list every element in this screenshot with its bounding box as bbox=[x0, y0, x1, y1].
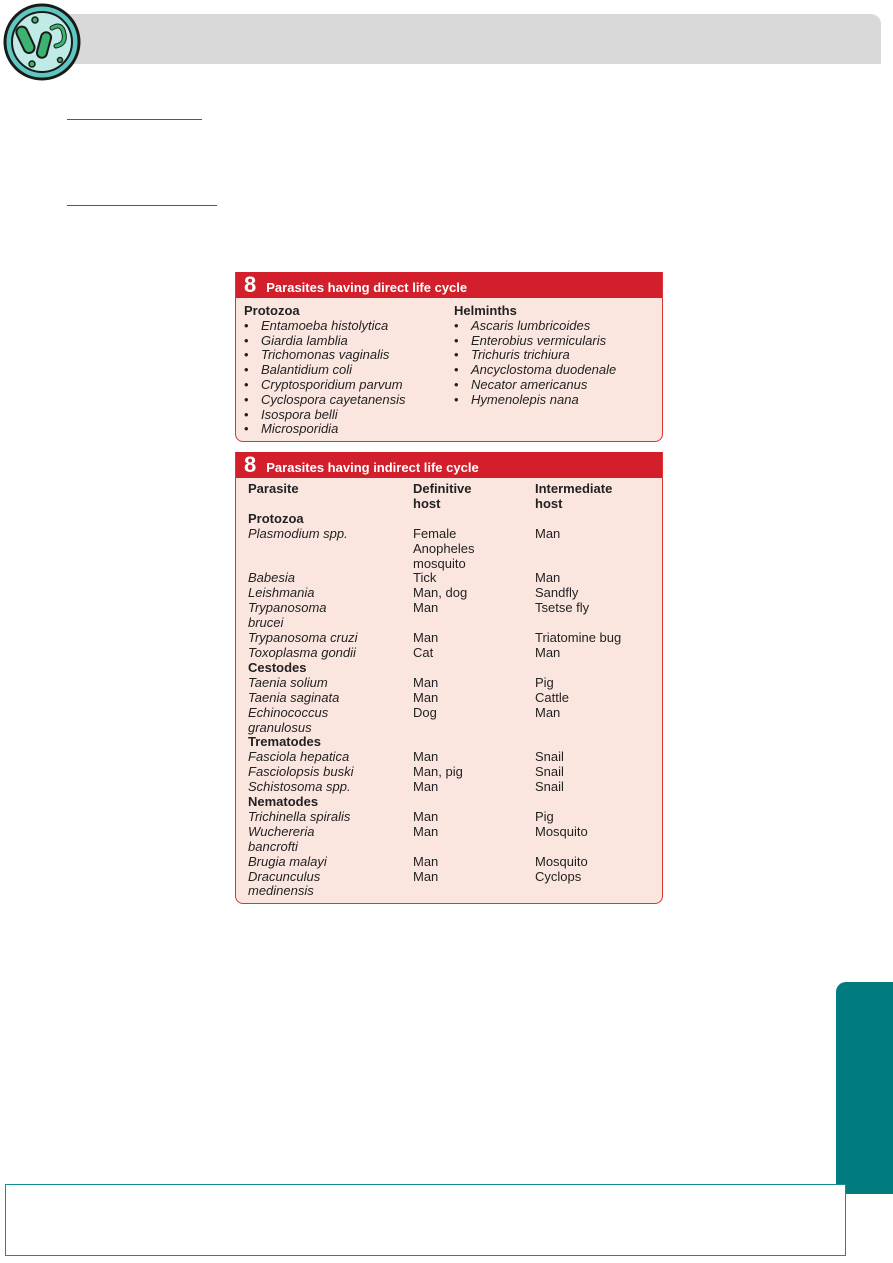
table-row bbox=[248, 825, 660, 855]
underline-link-1[interactable] bbox=[67, 119, 202, 120]
parasite-cell-text: bancrofti bbox=[248, 838, 298, 854]
intermediate-host-cell bbox=[535, 870, 660, 900]
table-group-row bbox=[248, 795, 660, 810]
table-row bbox=[248, 646, 660, 661]
intermediate-host-cell bbox=[535, 691, 660, 706]
intermediate-host-cell-text: Triatomine bug bbox=[535, 630, 622, 646]
header-bar bbox=[55, 14, 881, 64]
table-row bbox=[248, 571, 660, 586]
definitive-host-cell-text: Man, pig bbox=[413, 764, 463, 780]
definitive-host-cell bbox=[413, 586, 535, 601]
list-item: • Necator americanus bbox=[454, 378, 616, 393]
intermediate-host-cell-text: Man bbox=[535, 525, 561, 541]
side-tab bbox=[836, 982, 893, 1194]
list-item: • Cyclospora cayetanensis bbox=[244, 393, 454, 408]
table-header-row bbox=[248, 482, 660, 512]
list-item: • Giardia lamblia bbox=[244, 334, 454, 349]
definitive-host-cell-text: Tick bbox=[413, 570, 437, 586]
parasite-cell bbox=[248, 646, 413, 661]
table-row bbox=[248, 601, 660, 631]
parasite-cell bbox=[248, 855, 413, 870]
direct-life-cycle-box bbox=[235, 272, 663, 442]
table-row bbox=[248, 631, 660, 646]
parasite-cell-text: Taenia solium bbox=[248, 674, 328, 690]
parasite-glyph-icon: 8 bbox=[244, 452, 257, 477]
indirect-life-cycle-box bbox=[235, 452, 663, 904]
list-item: • Entamoeba histolytica bbox=[244, 319, 454, 334]
parasite-cell-text: Plasmodium spp. bbox=[248, 525, 348, 541]
definitive-host-cell-text: Anopheles bbox=[413, 540, 475, 556]
intermediate-host-cell-text: Sandfly bbox=[535, 585, 579, 601]
definitive-host-cell-text: Cat bbox=[413, 644, 434, 660]
parasite-cell-text: Dracunculus bbox=[248, 868, 321, 884]
helminths-list bbox=[454, 319, 616, 408]
definitive-host-cell-text: Man bbox=[413, 779, 439, 795]
definitive-host-cell bbox=[413, 527, 535, 572]
table-row bbox=[248, 870, 660, 900]
helminths-heading: Helminths bbox=[454, 303, 517, 318]
table-row bbox=[248, 750, 660, 765]
group-heading: Trematodes bbox=[248, 734, 321, 750]
parasite-cell-text: Toxoplasma gondii bbox=[248, 644, 356, 660]
intermediate-host-cell bbox=[535, 810, 660, 825]
parasite-cell-text: Leishmania bbox=[248, 585, 315, 601]
table-row bbox=[248, 691, 660, 706]
indirect-box-header bbox=[236, 452, 662, 478]
table-row bbox=[248, 586, 660, 601]
intermediate-host-cell bbox=[535, 706, 660, 736]
definitive-host-cell bbox=[413, 571, 535, 586]
definitive-host-cell bbox=[413, 810, 535, 825]
table-row bbox=[248, 765, 660, 780]
table-group-row bbox=[248, 661, 660, 676]
definitive-host-cell-text: Man bbox=[413, 630, 439, 646]
indirect-table-body bbox=[248, 512, 660, 900]
definitive-host-cell bbox=[413, 706, 535, 736]
definitive-host-cell bbox=[413, 676, 535, 691]
table-row bbox=[248, 780, 660, 795]
list-item: • Trichomonas vaginalis bbox=[244, 348, 454, 363]
definitive-host-cell bbox=[413, 765, 535, 780]
direct-box-title: Parasites having direct life cycle bbox=[266, 280, 468, 295]
parasite-glyph-icon: 8 bbox=[244, 272, 257, 297]
intermediate-host-cell bbox=[535, 780, 660, 795]
definitive-host-cell-text: Man bbox=[413, 808, 439, 824]
footer-box bbox=[5, 1184, 846, 1256]
parasite-cell-text: Trypanosoma cruzi bbox=[248, 630, 358, 646]
list-item: • Cryptosporidium parvum bbox=[244, 378, 454, 393]
parasite-cell-text: Echinococcus bbox=[248, 704, 329, 720]
list-item: • Ascaris lumbricoides bbox=[454, 319, 616, 334]
direct-box-header bbox=[236, 272, 662, 298]
table-row bbox=[248, 706, 660, 736]
intermediate-host-cell bbox=[535, 601, 660, 631]
parasite-cell-text: Taenia saginata bbox=[248, 689, 340, 705]
helminths-column bbox=[454, 304, 616, 437]
col-header-definitive: Definitive bbox=[413, 481, 472, 496]
parasite-cell-text: Brugia malayi bbox=[248, 853, 327, 869]
intermediate-host-cell-text: Cattle bbox=[535, 689, 569, 705]
intermediate-host-cell-text: Cyclops bbox=[535, 868, 582, 884]
intermediate-host-cell-text: Tsetse fly bbox=[535, 600, 590, 616]
definitive-host-cell-text: Man, dog bbox=[413, 585, 468, 601]
parasite-cell bbox=[248, 780, 413, 795]
intermediate-host-cell bbox=[535, 825, 660, 855]
parasite-cell bbox=[248, 571, 413, 586]
table-group-row bbox=[248, 512, 660, 527]
parasite-cell-text: Fasciolopsis buski bbox=[248, 764, 354, 780]
intermediate-host-cell-text: Man bbox=[535, 704, 561, 720]
parasite-cell bbox=[248, 870, 413, 900]
intermediate-host-cell bbox=[535, 571, 660, 586]
definitive-host-cell-text: Man bbox=[413, 868, 439, 884]
intermediate-host-cell bbox=[535, 750, 660, 765]
parasite-cell-text: granulosus bbox=[248, 719, 312, 735]
parasite-cell-text: Wuchereria bbox=[248, 823, 315, 839]
table-row bbox=[248, 810, 660, 825]
intermediate-host-cell bbox=[535, 855, 660, 870]
parasite-cell bbox=[248, 676, 413, 691]
parasite-cell bbox=[248, 706, 413, 736]
list-item: • Hymenolepis nana bbox=[454, 393, 616, 408]
parasite-cell-text: Babesia bbox=[248, 570, 295, 586]
intermediate-host-cell-text: Man bbox=[535, 644, 561, 660]
intermediate-host-cell-text: Snail bbox=[535, 764, 564, 780]
table-row bbox=[248, 855, 660, 870]
list-item: • Isospora belli bbox=[244, 408, 454, 423]
parasite-cell bbox=[248, 601, 413, 631]
indirect-table bbox=[248, 482, 660, 899]
indirect-box-title: Parasites having indirect life cycle bbox=[266, 460, 479, 475]
definitive-host-cell bbox=[413, 750, 535, 765]
parasite-cell bbox=[248, 765, 413, 780]
list-item: • Trichuris trichiura bbox=[454, 348, 616, 363]
table-row bbox=[248, 527, 660, 572]
intermediate-host-cell-text: Man bbox=[535, 570, 561, 586]
definitive-host-cell bbox=[413, 691, 535, 706]
list-item: • Ancyclostoma duodenale bbox=[454, 363, 616, 378]
intermediate-host-cell bbox=[535, 676, 660, 691]
definitive-host-cell-text: Man bbox=[413, 823, 439, 839]
table-row bbox=[248, 676, 660, 691]
parasite-cell bbox=[248, 586, 413, 601]
definitive-host-cell bbox=[413, 825, 535, 855]
parasite-cell-text: brucei bbox=[248, 615, 284, 631]
col-header-definitive: host bbox=[413, 495, 441, 511]
definitive-host-cell-text: Man bbox=[413, 600, 439, 616]
intermediate-host-cell bbox=[535, 646, 660, 661]
intermediate-host-cell bbox=[535, 631, 660, 646]
parasite-cell-text: Fasciola hepatica bbox=[248, 749, 350, 765]
definitive-host-cell-text: Man bbox=[413, 853, 439, 869]
group-heading: Cestodes bbox=[248, 659, 307, 675]
group-heading: Protozoa bbox=[248, 510, 304, 526]
parasite-cell-text: Trypanosoma bbox=[248, 600, 327, 616]
definitive-host-cell-text: Man bbox=[413, 674, 439, 690]
intermediate-host-cell-text: Snail bbox=[535, 749, 564, 765]
intermediate-host-cell-text: Mosquito bbox=[535, 823, 588, 839]
list-item: • Balantidium coli bbox=[244, 363, 454, 378]
definitive-host-cell-text: Female bbox=[413, 525, 457, 541]
table-group-row bbox=[248, 735, 660, 750]
definitive-host-cell-text: Man bbox=[413, 749, 439, 765]
definitive-host-cell bbox=[413, 646, 535, 661]
intermediate-host-cell-text: Snail bbox=[535, 779, 564, 795]
intermediate-host-cell bbox=[535, 765, 660, 780]
protozoa-list bbox=[244, 319, 454, 437]
definitive-host-cell bbox=[413, 601, 535, 631]
underline-link-2[interactable] bbox=[67, 205, 217, 206]
intermediate-host-cell bbox=[535, 527, 660, 572]
intermediate-host-cell-text: Mosquito bbox=[535, 853, 588, 869]
col-header-intermediate: host bbox=[535, 495, 563, 511]
parasite-cell-text: medinensis bbox=[248, 883, 314, 899]
intermediate-host-cell bbox=[535, 586, 660, 601]
definitive-host-cell-text: Dog bbox=[413, 704, 437, 720]
parasite-cell bbox=[248, 825, 413, 855]
group-heading: Nematodes bbox=[248, 794, 319, 810]
intermediate-host-cell-text: Pig bbox=[535, 674, 554, 690]
definitive-host-cell bbox=[413, 870, 535, 900]
definitive-host-cell bbox=[413, 855, 535, 870]
parasite-cell-text: Trichinella spiralis bbox=[248, 808, 351, 824]
col-header-parasite: Parasite bbox=[248, 481, 299, 496]
parasite-cell bbox=[248, 750, 413, 765]
definitive-host-cell bbox=[413, 780, 535, 795]
parasite-cell bbox=[248, 810, 413, 825]
definitive-host-cell bbox=[413, 631, 535, 646]
parasite-cell bbox=[248, 691, 413, 706]
list-item: • Microsporidia bbox=[244, 422, 454, 437]
col-header-intermediate: Intermediate bbox=[535, 481, 613, 496]
parasite-cell-text: Schistosoma spp. bbox=[248, 779, 351, 795]
parasite-cell bbox=[248, 631, 413, 646]
bacteria-icon bbox=[2, 2, 82, 82]
intermediate-host-cell-text: Pig bbox=[535, 808, 554, 824]
protozoa-heading: Protozoa bbox=[244, 303, 300, 318]
definitive-host-cell-text: Man bbox=[413, 689, 439, 705]
definitive-host-cell-text: mosquito bbox=[413, 555, 466, 571]
parasite-cell bbox=[248, 527, 413, 572]
list-item: • Enterobius vermicularis bbox=[454, 334, 616, 349]
protozoa-column bbox=[244, 304, 454, 437]
